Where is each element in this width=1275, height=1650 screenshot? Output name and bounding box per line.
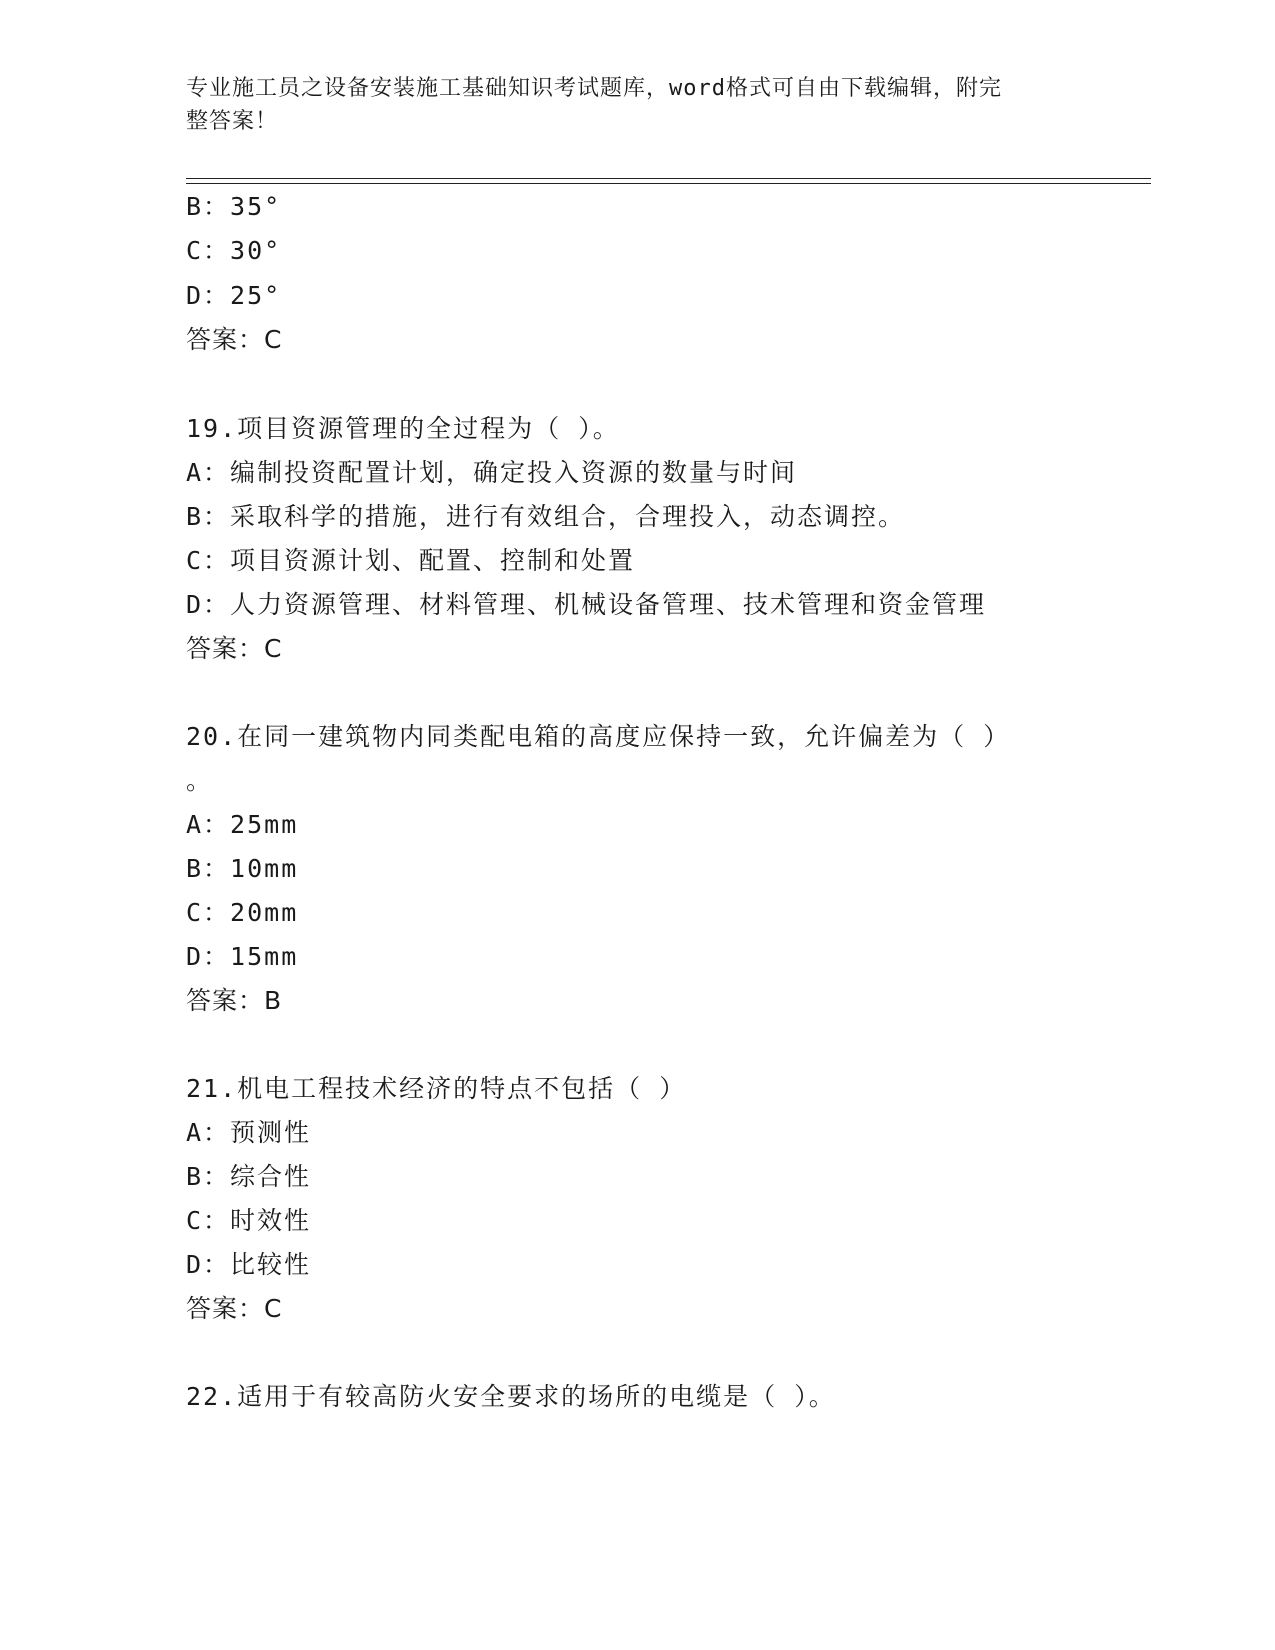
q19-answer: 答案：C <box>186 634 283 663</box>
q19-option-d: D：人力资源管理、材料管理、机械设备管理、技术管理和资金管理 <box>186 590 987 619</box>
q18-answer: 答案：C <box>186 325 283 354</box>
q20-answer: 答案：B <box>186 986 283 1015</box>
q19-stem: 19.项目资源管理的全过程为（ ）。 <box>186 414 620 443</box>
q20-stem-line-1: 20.在同一建筑物内同类配电箱的高度应保持一致，允许偏差为（ ） <box>186 722 1011 751</box>
q18-option-d: D：25° <box>186 281 282 310</box>
q21-option-a: A：预测性 <box>186 1118 312 1147</box>
header-divider-bottom <box>186 183 1151 184</box>
q20-stem-line-2: 。 <box>186 766 214 795</box>
q21-answer: 答案：C <box>186 1294 283 1323</box>
header-title-line-2: 整答案！ <box>186 109 279 134</box>
q20-option-a: A：25mm <box>186 810 299 839</box>
q19-option-a: A：编制投资配置计划，确定投入资源的数量与时间 <box>186 458 798 487</box>
q20-option-c: C：20mm <box>186 898 299 927</box>
q21-stem: 21.机电工程技术经济的特点不包括（ ） <box>186 1074 687 1103</box>
q20-option-d: D：15mm <box>186 942 299 971</box>
header-divider-top <box>186 178 1151 179</box>
q21-option-d: D：比较性 <box>186 1250 312 1279</box>
q18-option-c: C：30° <box>186 236 282 265</box>
q21-option-c: C：时效性 <box>186 1206 312 1235</box>
header-title-line-1: 专业施工员之设备安装施工基础知识考试题库，word格式可自由下载编辑，附完 <box>186 76 1002 101</box>
q19-option-c: C：项目资源计划、配置、控制和处置 <box>186 546 636 575</box>
document-header <box>186 72 1066 138</box>
q18-option-b: B：35° <box>186 192 282 221</box>
q22-stem: 22.适用于有较高防火安全要求的场所的电缆是（ ）。 <box>186 1382 836 1411</box>
q20-option-b: B：10mm <box>186 854 299 883</box>
q19-option-b: B：采取科学的措施，进行有效组合，合理投入，动态调控。 <box>186 502 906 531</box>
q21-option-b: B：综合性 <box>186 1162 312 1191</box>
